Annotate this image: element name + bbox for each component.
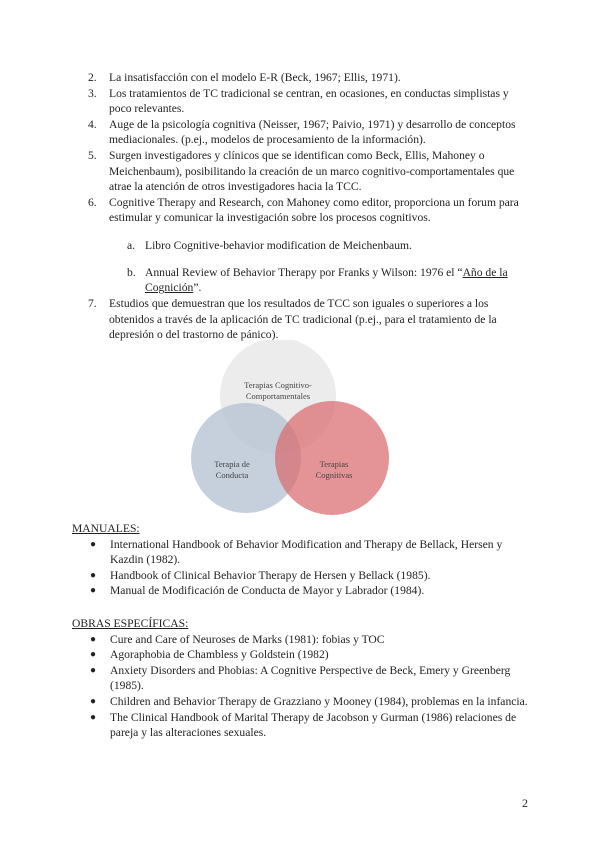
- item-number: 4.: [88, 117, 97, 131]
- bullet: ●: [90, 664, 97, 676]
- venn-label-right-1: Terapias: [319, 459, 349, 469]
- numbered-list: [72, 70, 530, 343]
- venn-diagram: [186, 340, 416, 520]
- sub-item-text-end: ”.: [193, 281, 202, 295]
- list-item: [72, 710, 532, 741]
- list-item: [72, 296, 530, 343]
- list-item: [72, 632, 532, 648]
- item-text: Estudios que demuestran que los resultados de TCC son iguales o superiores a los obtenidos a través de la aplicación de TC tradicional (p.ej., para el tratamiento de la depresión o del trastorno de pánico).: [109, 296, 497, 342]
- section-title: OBRAS ESPECÍFICAS:: [72, 617, 189, 630]
- item-text: Handbook of Clinical Behavior Therapy de Hersen y Bellack (1985).: [110, 568, 431, 582]
- item-text: Manual de Modificación de Conducta de Mayor y Labrador (1984).: [110, 584, 425, 598]
- list-item: [72, 70, 530, 86]
- list-item: [72, 148, 530, 195]
- list-item: [72, 117, 530, 148]
- bullet: ●: [90, 649, 97, 661]
- item-text: Los tratamientos de TC tradicional se centran, en ocasiones, en conductas simplistas y poco relevantes.: [109, 86, 509, 116]
- bullet: ●: [90, 695, 97, 707]
- sub-list-item: [72, 265, 530, 296]
- item-text: Auge de la psicología cognitiva (Neisser, 1967; Paivio, 1971) y desarrollo de conceptos mediacionales. (p.ej., modelos de procesamiento de la información).: [109, 117, 516, 147]
- item-number: 7.: [88, 296, 97, 310]
- bullet: ●: [90, 585, 97, 597]
- venn-label-left-1: Terapia de: [214, 459, 250, 469]
- sub-item-text: Annual Review of Behavior Therapy por Franks y Wilson: 1976 el “: [145, 265, 463, 279]
- venn-label-right-2: Cognitivas: [315, 470, 353, 480]
- item-text: Surgen investigadores y clínicos que se identifican como Beck, Ellis, Mahoney o Meichenbaum), posibilitando la creación de un marco cognitivo-comportamentales que atrae la atención de otros investigadores hacia la TCC.: [109, 148, 515, 194]
- obras-section: [72, 616, 532, 741]
- venn-label-left-2: Conducta: [215, 470, 249, 480]
- item-text: International Handbook of Behavior Modification and Therapy de Bellack, Hersen y Kazdin (1982).: [110, 537, 503, 567]
- item-text: Anxiety Disorders and Phobias: A Cognitive Perspective de Beck, Emery y Greenberg (1985).: [110, 663, 511, 693]
- section-title: MANUALES:: [72, 522, 140, 535]
- item-text: The Clinical Handbook of Marital Therapy de Jacobson y Gurman (1986) relaciones de pareja y las alteraciones sexuales.: [110, 710, 517, 740]
- venn-label-top-2: Comportamentales: [245, 391, 311, 401]
- sub-list-item: [72, 238, 530, 254]
- bullet: ●: [90, 711, 97, 723]
- item-number: 5.: [88, 148, 97, 162]
- list-item: [72, 86, 530, 117]
- list-item: [72, 694, 532, 710]
- list-item: [72, 195, 530, 226]
- underlined-phrase: Año de la Cognición: [145, 265, 508, 295]
- page-number: 2: [522, 796, 528, 810]
- item-text: Children and Behavior Therapy de Grazziano y Mooney (1984), problemas en la infancia.: [110, 694, 528, 708]
- item-text: Agoraphobia de Chambless y Goldstein (1982): [110, 648, 329, 662]
- bullet: ●: [90, 633, 97, 645]
- item-number: 3.: [88, 86, 97, 100]
- item-number: 2.: [88, 71, 97, 84]
- venn-circle-cognitive-therapy: [275, 401, 389, 515]
- list-item: [72, 647, 532, 663]
- list-item: [72, 663, 532, 694]
- item-number: 6.: [88, 195, 97, 209]
- list-item: [72, 568, 532, 584]
- list-item: [72, 537, 532, 568]
- bullet: ●: [90, 569, 97, 581]
- item-text: Cognitive Therapy and Research, con Mahoney como editor, proporciona un forum para estimular y comunicar la investigación sobre los procesos cognitivos.: [109, 195, 519, 225]
- sub-item-letter: a.: [127, 238, 136, 252]
- item-text: Cure and Care of Neuroses de Marks (1981): fobias y TOC: [110, 632, 385, 646]
- manuales-section: [72, 521, 532, 599]
- venn-label-top-1: Terapias Cognitivo-: [244, 380, 312, 390]
- bullet: ●: [90, 538, 97, 550]
- item-text: La insatisfacción con el modelo E-R (Beck, 1967; Ellis, 1971).: [109, 71, 401, 84]
- sub-item-text: Libro Cognitive-behavior modification de Meichenbaum.: [145, 238, 412, 252]
- sub-item-letter: b.: [127, 265, 136, 279]
- list-item: [72, 583, 532, 599]
